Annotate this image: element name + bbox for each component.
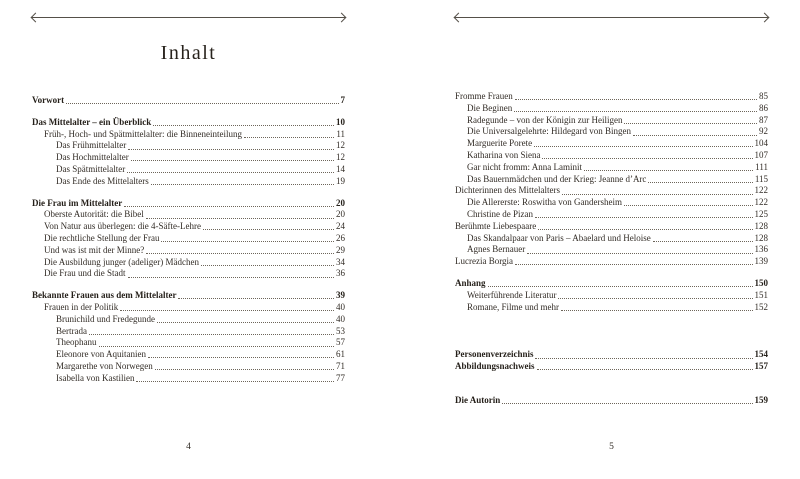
toc-entry-label: Die Allererste: Roswitha von Gandersheim bbox=[467, 197, 622, 208]
dot-leader bbox=[648, 182, 752, 183]
dot-leader bbox=[561, 310, 753, 311]
toc-entry-label: Die Beginen bbox=[467, 102, 513, 113]
dot-leader bbox=[131, 160, 334, 161]
toc-entry-page: 139 bbox=[754, 256, 768, 267]
toc-entry-page: 39 bbox=[336, 290, 345, 301]
toc-entry-label: Das Ende des Mittelalters bbox=[56, 175, 149, 186]
toc-entry-page: 53 bbox=[336, 325, 345, 336]
toc-entry bbox=[32, 198, 345, 210]
toc-entry-label: Die Frau und die Stadt bbox=[44, 268, 126, 279]
toc-entry-page: 36 bbox=[336, 268, 345, 279]
dot-leader bbox=[244, 137, 334, 138]
toc-entry-label: Abbildungsnachweis bbox=[455, 361, 535, 372]
toc-entry-page: 26 bbox=[336, 232, 345, 243]
toc-entry bbox=[455, 233, 768, 245]
toc-entry bbox=[32, 209, 345, 221]
toc-entry-page: 115 bbox=[754, 173, 768, 184]
dot-leader bbox=[535, 217, 753, 218]
toc-entry-label: Marguerite Porete bbox=[467, 138, 533, 149]
dot-leader bbox=[201, 265, 334, 266]
dot-leader bbox=[488, 286, 753, 287]
toc-entry bbox=[455, 361, 768, 373]
toc-list-right bbox=[455, 91, 768, 407]
toc-entry-page: 10 bbox=[336, 116, 345, 127]
dot-leader bbox=[624, 205, 753, 206]
toc-entry-page: 128 bbox=[754, 220, 768, 231]
dot-leader bbox=[128, 277, 335, 278]
toc-entry-label: Theophanu bbox=[56, 337, 97, 348]
toc-entry-label: Christine de Pizan bbox=[467, 208, 533, 219]
toc-entry-page: 71 bbox=[336, 360, 345, 371]
toc-entry bbox=[455, 244, 768, 256]
toc-entry-label: Frauen in der Politik bbox=[44, 301, 119, 312]
dot-leader bbox=[624, 123, 757, 124]
toc-entry bbox=[455, 302, 768, 314]
toc-entry-page: 11 bbox=[336, 128, 345, 139]
toc-entry-page: 151 bbox=[754, 289, 768, 300]
toc-entry-label: Das Frühmittelalter bbox=[56, 140, 127, 151]
toc-entry-label: Radegunde – von der Königin zur Heiligen bbox=[467, 114, 623, 125]
toc-entry-page: 20 bbox=[336, 209, 345, 220]
dot-leader bbox=[527, 253, 752, 254]
toc-entry bbox=[32, 176, 345, 188]
toc-entry bbox=[455, 162, 768, 174]
toc-entry-label: Die Universalgelehrte: Hildegard von Bingen bbox=[467, 126, 631, 137]
toc-entry bbox=[32, 117, 345, 129]
toc-entry bbox=[455, 126, 768, 138]
dot-leader bbox=[157, 322, 334, 323]
toc-entry bbox=[32, 361, 345, 373]
toc-entry-label: Das Spätmittelalter bbox=[56, 163, 126, 174]
toc-entry-label: Romane, Filme und mehr bbox=[467, 301, 559, 312]
dot-leader bbox=[515, 264, 752, 265]
toc-entry-label: Fromme Frauen bbox=[455, 91, 513, 101]
toc-entry-label: Isabella von Kastilien bbox=[56, 372, 135, 383]
toc-entry-page: 12 bbox=[336, 140, 345, 151]
toc-entry-page: 122 bbox=[754, 197, 768, 208]
dot-leader bbox=[558, 298, 752, 299]
toc-entry-label: Eleonore von Aquitanien bbox=[56, 349, 146, 360]
toc-entry-label: Personenverzeichnis bbox=[455, 349, 534, 360]
toc-entry-page: 136 bbox=[754, 244, 768, 255]
toc-entry bbox=[455, 221, 768, 233]
toc-entry-page: 85 bbox=[759, 91, 768, 101]
toc-entry-label: Anhang bbox=[455, 277, 486, 288]
dot-leader bbox=[203, 229, 334, 230]
dot-leader bbox=[153, 125, 334, 126]
dot-leader bbox=[538, 229, 752, 230]
toc-entry bbox=[32, 152, 345, 164]
toc-entry-label: Berühmte Liebespaare bbox=[455, 220, 537, 231]
toc-entry-page: 157 bbox=[754, 361, 768, 372]
toc-list-left bbox=[32, 95, 345, 385]
toc-entry-page: 154 bbox=[754, 349, 768, 360]
toc-entry bbox=[455, 103, 768, 115]
toc-entry bbox=[32, 337, 345, 349]
dot-leader bbox=[515, 99, 757, 100]
toc-entry-page: 7 bbox=[340, 95, 345, 105]
dot-leader bbox=[537, 369, 753, 370]
toc-entry-label: Gar nicht fromm: Anna Laminit bbox=[467, 161, 582, 172]
toc-entry-page: 24 bbox=[336, 221, 345, 232]
toc-entry-label: Die rechtliche Stellung der Frau bbox=[44, 232, 160, 243]
toc-entry-label: Brunichild und Fredegunde bbox=[56, 313, 155, 324]
toc-entry-page: 12 bbox=[336, 152, 345, 163]
toc-entry-page: 122 bbox=[754, 185, 768, 196]
double-arrow-icon bbox=[32, 17, 345, 18]
dot-leader bbox=[151, 184, 334, 185]
toc-entry bbox=[455, 115, 768, 127]
toc-entry-label: Weiterführende Literatur bbox=[467, 289, 557, 300]
double-arrow-icon bbox=[455, 17, 768, 18]
dot-leader bbox=[146, 218, 334, 219]
toc-entry bbox=[32, 95, 345, 107]
dot-leader bbox=[89, 334, 334, 335]
toc-entry-label: Die Frau im Mittelalter bbox=[32, 197, 123, 208]
toc-entry-page: 125 bbox=[754, 208, 768, 219]
dot-leader bbox=[542, 158, 752, 159]
toc-entry-page: 40 bbox=[336, 301, 345, 312]
toc-entry bbox=[455, 138, 768, 150]
toc-entry bbox=[455, 174, 768, 186]
toc-entry-page: 77 bbox=[336, 372, 345, 383]
toc-entry bbox=[32, 302, 345, 314]
dot-leader bbox=[633, 135, 757, 136]
toc-entry-page: 61 bbox=[336, 349, 345, 360]
toc-entry bbox=[32, 164, 345, 176]
toc-entry-label: Von Natur aus überlegen: die 4-Säfte-Lehre bbox=[44, 221, 202, 232]
toc-entry-page: 150 bbox=[754, 277, 768, 288]
toc-entry-label: Bekannte Frauen aus dem Mittelalter bbox=[32, 290, 177, 301]
toc-entry-label: Vorwort bbox=[32, 95, 65, 105]
toc-entry-page: 34 bbox=[336, 256, 345, 267]
toc-entry bbox=[32, 373, 345, 385]
toc-entry-label: Oberste Autorität: die Bibel bbox=[44, 209, 144, 220]
toc-entry bbox=[455, 395, 768, 407]
dot-leader bbox=[584, 170, 753, 171]
toc-entry-label: Agnes Bernauer bbox=[467, 244, 526, 255]
toc-entry-label: Das Bauernmädchen und der Krieg: Jeanne d’Arc bbox=[467, 173, 647, 184]
dot-leader bbox=[136, 381, 334, 382]
dot-leader bbox=[535, 358, 752, 359]
toc-entry-page: 14 bbox=[336, 163, 345, 174]
dot-leader bbox=[534, 146, 752, 147]
toc-entry bbox=[455, 91, 768, 103]
toc-entry-label: Früh-, Hoch- und Spätmittelalter: die Binneneinteilung bbox=[44, 128, 242, 139]
toc-title: Inhalt bbox=[160, 42, 217, 64]
toc-entry-label: Und was ist mit der Minne? bbox=[44, 244, 145, 255]
dot-leader bbox=[155, 369, 334, 370]
toc-entry bbox=[32, 314, 345, 326]
dot-leader bbox=[502, 403, 752, 404]
right-page bbox=[400, 0, 800, 479]
dot-leader bbox=[124, 206, 334, 207]
toc-entry-label: Die Autorin bbox=[455, 394, 501, 405]
toc-entry-label: Lucrezia Borgia bbox=[455, 256, 514, 267]
toc-entry-page: 40 bbox=[336, 313, 345, 324]
toc-entry bbox=[32, 233, 345, 245]
dot-leader bbox=[562, 194, 753, 195]
left-page-number: 4 bbox=[186, 442, 191, 452]
toc-entry bbox=[455, 197, 768, 209]
dot-leader bbox=[653, 241, 753, 242]
toc-entry-label: Margarethe von Norwegen bbox=[56, 360, 153, 371]
dot-leader bbox=[120, 310, 334, 311]
right-page-number: 5 bbox=[609, 442, 614, 452]
toc-entry bbox=[32, 129, 345, 141]
toc-entry bbox=[455, 150, 768, 162]
dot-leader bbox=[514, 111, 757, 112]
toc-entry bbox=[32, 245, 345, 257]
toc-entry-label: Das Skandalpaar von Paris – Abaelard und Heloise bbox=[467, 232, 651, 243]
dot-leader bbox=[161, 241, 334, 242]
toc-entry bbox=[32, 326, 345, 338]
toc-entry bbox=[455, 185, 768, 197]
toc-entry bbox=[455, 278, 768, 290]
toc-entry-page: 20 bbox=[336, 197, 345, 208]
dot-leader bbox=[146, 253, 334, 254]
toc-entry-page: 152 bbox=[754, 301, 768, 312]
dot-leader bbox=[66, 103, 338, 104]
toc-entry-page: 92 bbox=[759, 126, 768, 137]
dot-leader bbox=[127, 172, 334, 173]
dot-leader bbox=[99, 346, 335, 347]
toc-entry-label: Dichterinnen des Mittelalters bbox=[455, 185, 560, 196]
toc-entry-page: 57 bbox=[336, 337, 345, 348]
toc-entry-page: 87 bbox=[759, 114, 768, 125]
toc-entry-page: 128 bbox=[754, 232, 768, 243]
toc-entry bbox=[455, 209, 768, 221]
toc-entry-label: Bertrada bbox=[56, 325, 87, 336]
toc-entry bbox=[32, 140, 345, 152]
toc-entry-page: 111 bbox=[755, 161, 768, 172]
toc-entry-label: Die Ausbildung junger (adeliger) Mädchen bbox=[44, 256, 199, 267]
toc-entry-page: 29 bbox=[336, 244, 345, 255]
dot-leader bbox=[178, 298, 334, 299]
toc-entry-page: 159 bbox=[754, 394, 768, 405]
toc-entry-page: 19 bbox=[336, 175, 345, 186]
toc-entry bbox=[32, 257, 345, 269]
toc-entry bbox=[455, 349, 768, 361]
dot-leader bbox=[148, 357, 334, 358]
toc-entry-page: 104 bbox=[754, 138, 768, 149]
toc-entry bbox=[32, 290, 345, 302]
toc-entry-label: Das Mittelalter – ein Überblick bbox=[32, 116, 152, 127]
toc-entry-page: 107 bbox=[754, 149, 768, 160]
toc-entry-page: 86 bbox=[759, 102, 768, 113]
toc-entry-label: Katharina von Siena bbox=[467, 149, 541, 160]
toc-entry-label: Das Hochmittelalter bbox=[56, 152, 129, 163]
toc-entry bbox=[32, 349, 345, 361]
toc-entry bbox=[32, 268, 345, 280]
dot-leader bbox=[128, 149, 334, 150]
toc-entry bbox=[455, 256, 768, 268]
toc-entry bbox=[32, 221, 345, 233]
toc-entry bbox=[455, 290, 768, 302]
